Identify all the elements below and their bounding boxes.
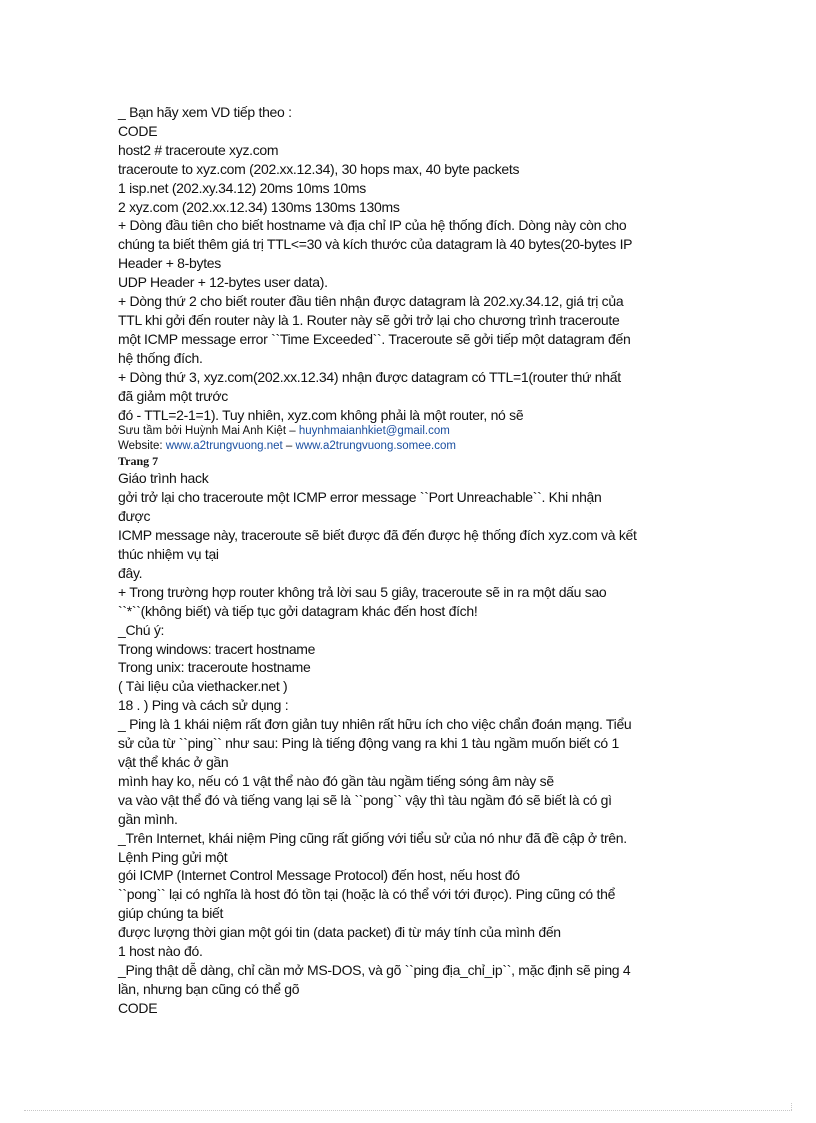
website-label: Website: [118,440,166,453]
text-line: thúc nhiệm vụ tại [118,546,219,563]
text-line: đây. [118,564,143,581]
text-line: _ Bạn hãy xem VD tiếp theo : [118,104,292,120]
document-title: Giáo trình hack [118,470,209,487]
page-content [118,103,698,1018]
text-line: đó - TTL=2-1=1). Tuy nhiên, xyz.com không phải là một router, nó sẽ [118,406,524,423]
text-line: 18 . ) Ping và cách sử dụng : [118,697,289,714]
text-line: vật thể khác ở gần [118,754,229,770]
text-line: một ICMP message error ``Time Exceeded``. Traceroute sẽ gởi tiếp một datagram đến [118,330,631,347]
text-line: được lượng thời gian một gói tin (data packet) đi từ máy tính của mình đến [118,924,561,941]
text-line: + Trong trường hợp router không trả lời sau 5 giây, traceroute sẽ in ra một dấu sao [118,583,607,600]
author-line [118,424,698,439]
website-link-1[interactable]: www.a2trungvuong.net [165,440,283,453]
text-line: _Trên Internet, khái niệm Ping cũng rất giống với tiểu sử của nó như đã đề cập ở trên. [118,829,627,846]
text-line: va vào vật thể đó và tiếng vang lại sẽ là ``pong`` vậy thì tàu ngầm đó sẽ biết là có gì [118,791,612,808]
author-email-link[interactable]: huynhmaianhkiet@gmail.com [298,425,450,438]
text-line: sử của từ ``ping`` như sau: Ping là tiếng động vang ra khi 1 tàu ngầm muốn biết có 1 [118,735,619,752]
text-line: gói ICMP (Internet Control Message Protocol) đến host, nếu host đó [118,867,520,884]
text-line: + Dòng đầu tiên cho biết hostname và địa chỉ IP của hệ thống đích. Dòng này còn cho [118,217,627,234]
text-line: đã giảm một trước [118,387,228,404]
text-line: UDP Header + 12-bytes user data). [118,274,328,291]
text-line: Trong unix: traceroute hostname [118,659,311,676]
text-line: ( Tài liệu của viethacker.net ) [118,678,288,695]
text-line: giúp chúng ta biết [118,905,224,922]
page-bottom-border [24,1110,792,1111]
text-line: _Ping thật dễ dàng, chỉ cần mở MS-DOS, và gõ ``ping địa_chỉ_ip``, mặc định sẽ ping 4 [118,961,631,978]
text-line: Lệnh Ping gửi một [118,848,228,865]
text-line: ``*``(không biết) và tiếp tục gởi datagram khác đến host đích! [118,602,478,619]
text-line: hệ thống đích. [118,349,203,366]
text-line: mình hay ko, nếu có 1 vật thể nào đó gần tàu ngầm tiếng sóng âm này sẽ [118,772,554,789]
text-line: 1 isp.net (202.xy.34.12) 20ms 10ms 10ms [118,179,366,196]
text-line: Header + 8-bytes [118,255,221,272]
text-line: + Dòng thứ 2 cho biết router đầu tiên nhận được datagram là 202.xy.34.12, giá trị của [118,293,624,310]
page-footer [118,424,698,454]
text-line: CODE [118,999,158,1016]
text-line: _Chú ý: [118,621,165,638]
text-line: + Dòng thứ 3, xyz.com(202.xx.12.34) nhận được datagram có TTL=1(router thứ nhất [118,368,621,385]
author-credit: Sưu tầm bởi Huỳnh Mai Anh Kiệt – [118,425,299,438]
text-line: _ Ping là 1 khái niệm rất đơn giản tuy nhiên rất hữu ích cho việc chẩn đoán mạng. Tiểu [118,716,632,733]
text-line: gần mình. [118,810,178,827]
text-line: lần, nhưng bạn cũng có thể gõ [118,980,300,997]
text-line: Trong windows: tracert hostname [118,640,316,657]
text-line: host2 # traceroute xyz.com [118,141,279,158]
text-block-2 [118,488,698,1017]
text-line: CODE [118,122,158,139]
text-line: 1 host nào đó. [118,943,203,960]
text-block-1 [118,103,698,424]
website-separator: – [282,440,296,453]
text-line: gởi trở lại cho traceroute một ICMP error message ``Port Unreachable``. Khi nhận [118,489,602,506]
text-line: TTL khi gởi đến router này là 1. Router này sẽ gởi trở lại cho chương trình traceroute [118,311,620,328]
text-line: traceroute to xyz.com (202.xx.12.34), 30 hops max, 40 byte packets [118,160,520,177]
text-line: 2 xyz.com (202.xx.12.34) 130ms 130ms 130ms [118,198,400,215]
text-line: được [118,508,151,525]
text-line: ``pong`` lại có nghĩa là host đó tồn tại (hoặc là có thể với tới đưọc). Ping cũng có thể [118,886,616,903]
text-line: chúng ta biết thêm giá trị TTL<=30 và kích thước của datagram là 40 bytes(20-bytes IP [118,236,633,253]
page-corner-mark [791,1103,792,1110]
text-line: ICMP message này, traceroute sẽ biết được đã đến được hệ thống đích xyz.com và kết [118,527,637,544]
page-number: Trang 7 [118,454,159,469]
website-line [118,439,698,454]
website-link-2[interactable]: www.a2trungvuong.somee.com [295,440,456,453]
